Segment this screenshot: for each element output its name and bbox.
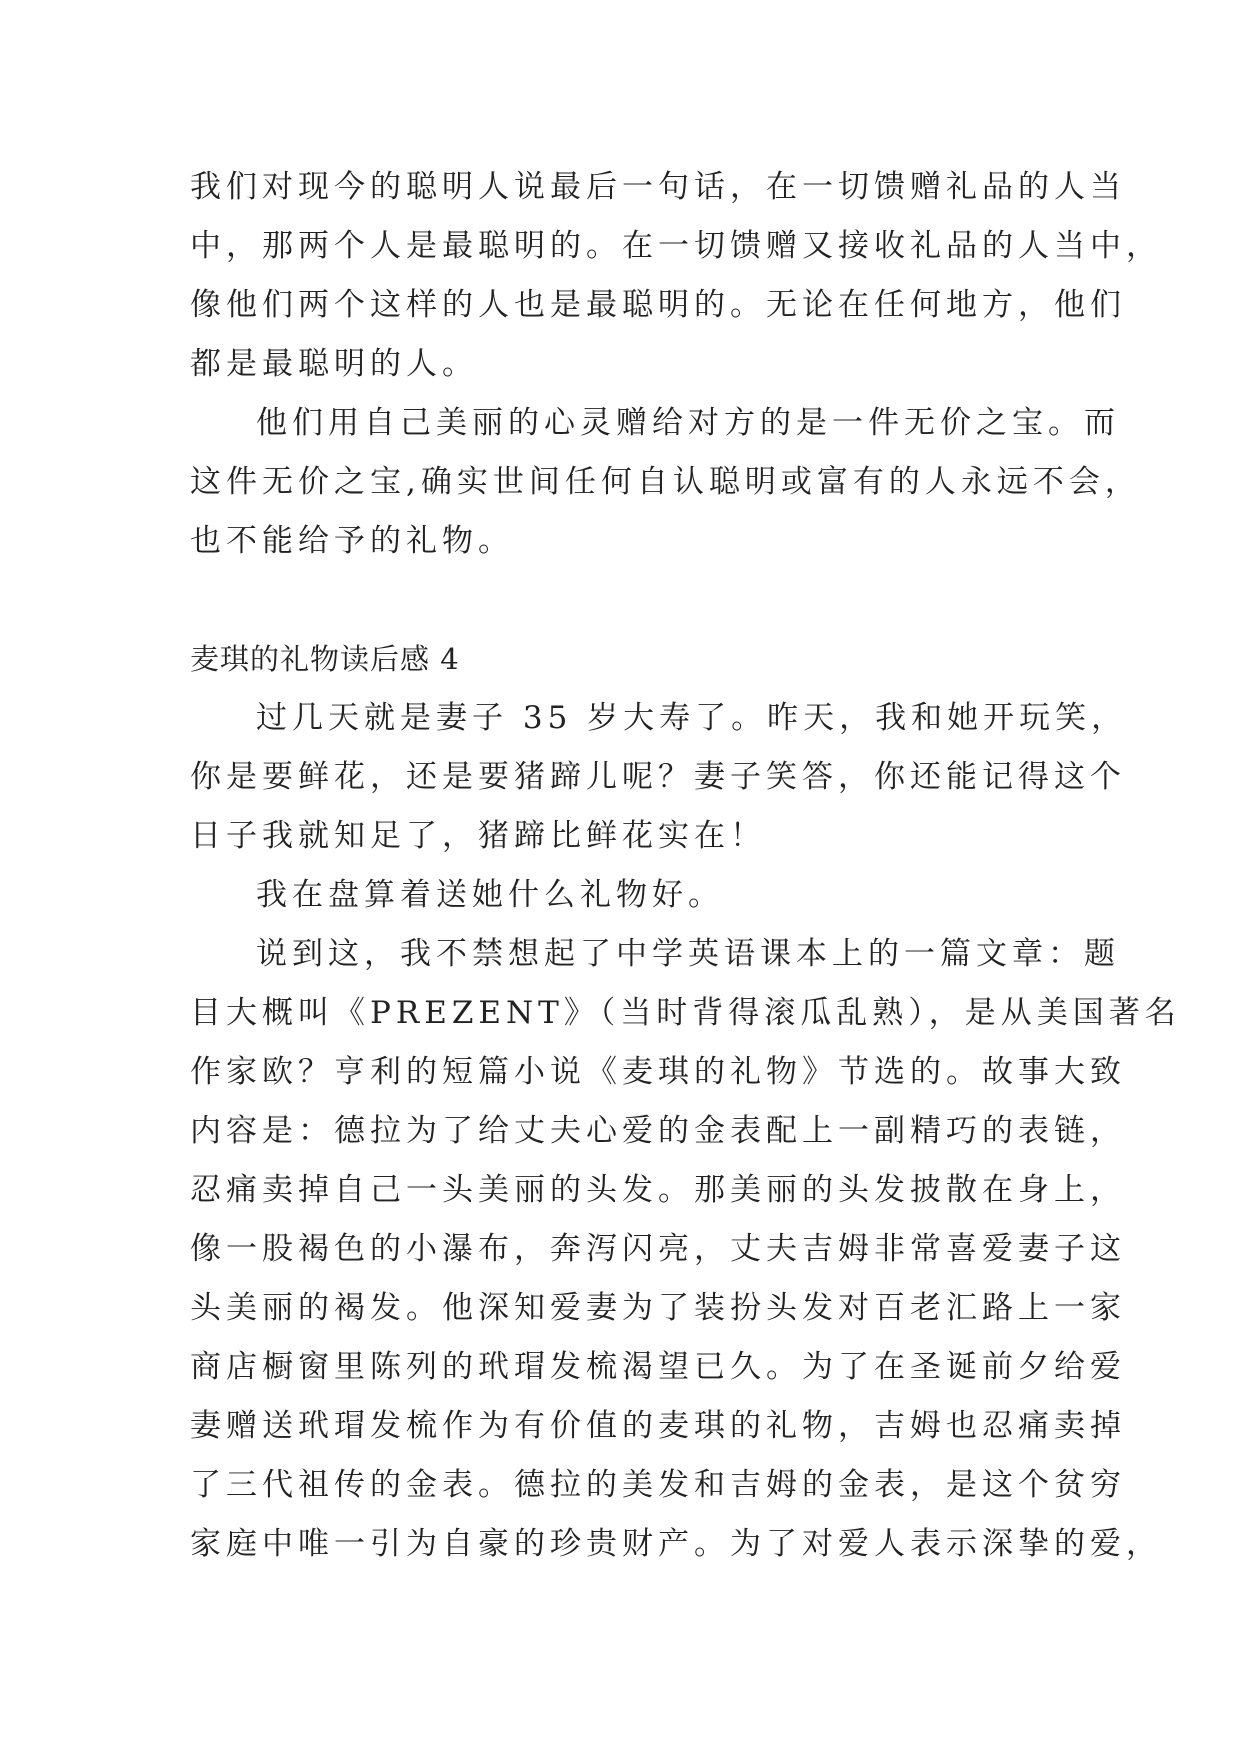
text-line: 像一股褐色的小瀑布，奔泻闪亮，丈夫吉姆非常喜爱妻子这 [190,1231,1126,1267]
text-line: 我在盘算着送她什么礼物好。 [256,877,724,913]
text-line: 了三代祖传的金表。德拉的美发和吉姆的金表，是这个贫穷 [190,1467,1126,1503]
text-line: 头美丽的褐发。他深知爱妻为了装扮头发对百老汇路上一家 [190,1290,1126,1326]
text-line: 妻赠送玳瑁发梳作为有价值的麦琪的礼物，吉姆也忍痛卖掉 [190,1408,1126,1444]
text-line: 日子我就知足了，猪蹄比鲜花实在！ [190,818,766,854]
paragraph-thinking-gift [190,866,1060,925]
text-line: 他们用自己美丽的心灵赠给对方的是一件无价之宝。而 [256,405,1120,441]
text-line: 忍痛卖掉自己一头美丽的头发。那美丽的头发披散在身上， [190,1172,1126,1208]
text-line: 作家欧？亨利的短篇小说《麦琪的礼物》节选的。故事大致 [190,1054,1126,1090]
text-line: 目大概叫《PREZENT》（当时背得滚瓜乱熟），是从美国著名 [190,995,1181,1031]
text-line: 也不能给予的礼物。 [190,523,514,559]
text-line: 说到这，我不禁想起了中学英语课本上的一篇文章：题 [256,936,1120,972]
paragraph-priceless-gift [190,394,1141,571]
text-line: 中，那两个人是最聪明的。在一切馈赠又接收礼品的人当中， [190,228,1162,264]
text-line: 过几天就是妻子 35 岁大寿了。昨天，我和她开玩笑， [256,700,1128,736]
paragraph-story-summary [190,925,1181,1574]
paragraph-conclusion [190,158,1162,394]
text-line: 我们对现今的聪明人说最后一句话，在一切馈赠礼品的人当 [190,169,1126,205]
document-body [190,158,1181,1574]
text-line: 都是最聪明的人。 [190,346,478,382]
paragraph-birthday [190,689,1128,866]
text-line: 商店橱窗里陈列的玳瑁发梳渴望已久。为了在圣诞前夕给爱 [190,1349,1126,1385]
text-line: 你是要鲜花，还是要猪蹄儿呢？妻子笑答，你还能记得这个 [190,759,1126,795]
text-line: 家庭中唯一引为自豪的珍贵财产。为了对爱人表示深挚的爱， [190,1526,1162,1562]
text-line: 这件无价之宝,确实世间任何自认聪明或富有的人永远不会， [190,464,1141,500]
section-heading: 麦琪的礼物读后感 4 [190,642,460,676]
text-line: 内容是：德拉为了给丈夫心爱的金表配上一副精巧的表链， [190,1113,1126,1149]
section-gap [190,571,1060,630]
text-line: 像他们两个这样的人也是最聪明的。无论在任何地方，他们 [190,287,1126,323]
